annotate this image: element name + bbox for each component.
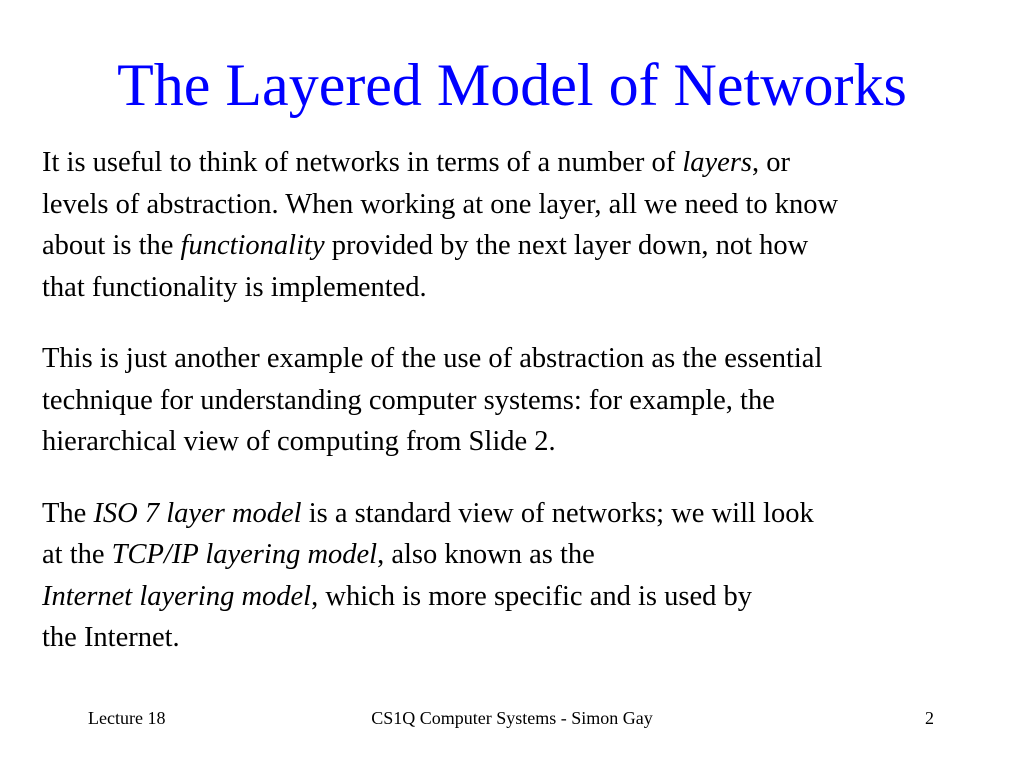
text-run: provided by the next layer down, not how [324,230,809,261]
emphasis-internet-model: Internet layering model [42,580,312,612]
paragraph-abstraction [42,338,1002,463]
text-run: , which is more specific and is used by [311,580,752,612]
text-line [42,142,1002,184]
emphasis-tcpip-model: TCP/IP layering model [111,539,378,570]
text-run: about is the [42,230,181,261]
footer-lecture: Lecture 18 [88,708,166,728]
text-run: It is useful to think of networks in terms of a number of [42,147,683,178]
text-run: The [42,497,94,529]
emphasis-layers: layers [682,147,753,178]
text-run: hierarchical view of computing from Slide 2. [42,426,556,457]
emphasis-iso-model: ISO 7 layer model [93,497,302,529]
text-line [42,338,1002,380]
text-line [42,267,1002,309]
slide-title: The Layered Model of Networks [117,52,907,118]
text-line [42,534,1002,576]
footer-page-number: 2 [925,708,934,728]
text-run: , also known as the [377,539,595,570]
paragraph-models [42,493,1002,659]
slide-body [42,142,1002,689]
text-run: that functionality is implemented. [42,271,427,303]
text-run: , or [752,147,791,178]
text-run: technique for understanding computer systems: for example, the [42,384,775,416]
text-line [42,421,1002,463]
text-run: levels of abstraction. When working at one layer, all we need to know [42,188,839,220]
text-line [42,225,1002,267]
emphasis-functionality: functionality [180,230,325,261]
text-run: is a standard view of networks; we will look [301,497,814,529]
text-line [42,380,1002,422]
text-run: the Internet. [42,622,180,653]
paragraph-layers-intro [42,142,1002,308]
text-line [42,493,1002,535]
text-run: This is just another example of the use of abstraction as the essential [42,343,823,374]
footer-course: CS1Q Computer Systems - Simon Gay [371,708,653,728]
text-run: at the [42,539,112,570]
text-line [42,617,1002,659]
text-line [42,576,1002,618]
text-line [42,184,1002,226]
